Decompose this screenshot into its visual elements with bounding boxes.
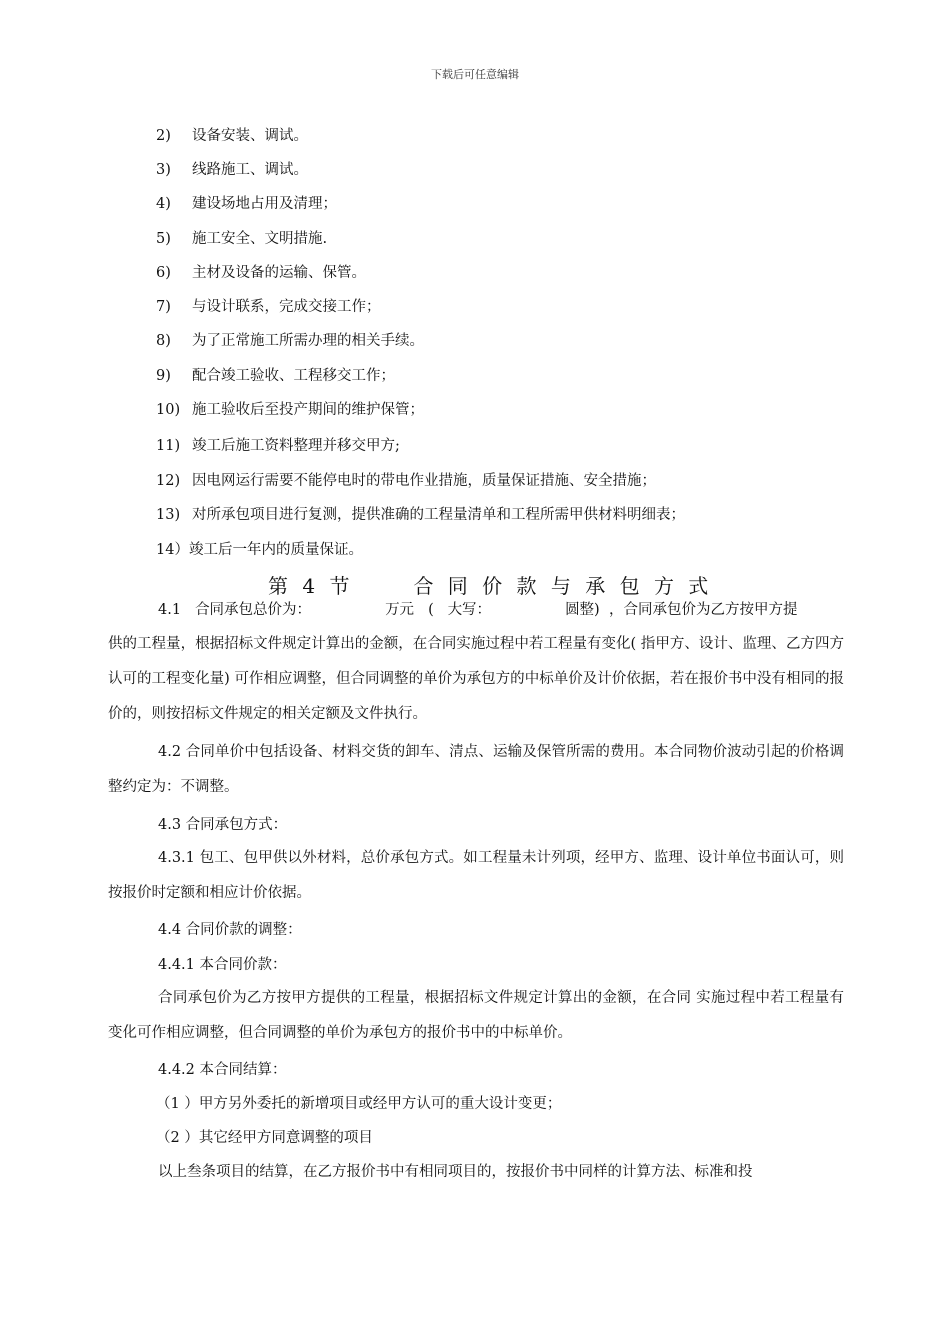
list-item — [156, 505, 685, 525]
clause-4-1-body: 供的工程量，根据招标文件规定计算出的金额，在合同实施过程中若工程量有变化( 指甲方、设计、监理、乙方四方认可的工程变化量) 可作相应调整，但合同调整的单价为承包方的中标单价及计价依据，若在报价书中没有相同的报价的，则按招标文件规定的相关定额及文件执行。 — [108, 636, 844, 722]
list-text: 竣工后施工资料整理并移交甲方; — [192, 438, 400, 454]
paren-open: ( — [428, 602, 434, 618]
section-title — [268, 570, 712, 599]
list-text: 对所承包项目进行复测，提供准确的工程量清单和工程所需甲供材料明细表； — [192, 507, 685, 523]
section-number: 第 4 节 — [268, 574, 354, 598]
clause-4-4: 4.4 合同价款的调整： — [158, 922, 302, 938]
capital-label: 大写： — [447, 602, 492, 618]
clause-4-4-1: 4.4.1 本合同价款： — [158, 957, 287, 973]
amount-suffix: 圆整) — [565, 602, 600, 618]
clause-text-tail: ，合同承包价为乙方按甲方提 — [608, 602, 798, 618]
section-heading: 合 同 价 款 与 承 包 方 式 — [413, 574, 713, 598]
list-item — [156, 194, 337, 214]
page-header: 下载后可任意编辑 — [431, 68, 519, 81]
list-item — [156, 540, 363, 560]
list-item — [156, 229, 327, 249]
list-item: （2 ）其它经甲方同意调整的项目 — [156, 1130, 373, 1146]
list-item — [156, 160, 308, 180]
list-number: 10) — [156, 402, 181, 418]
list-item — [156, 297, 381, 317]
list-text: 与设计联系，完成交接工作； — [192, 299, 381, 315]
list-item: （1 ）甲方另外委托的新增项目或经甲方认可的重大设计变更； — [156, 1096, 562, 1112]
clause-4-2: 4.2 合同单价中包括设备、材料交货的卸车、清点、运输及保管所需的费用。本合同物价波动引起的价格调整约定为：不调整。 — [108, 744, 844, 795]
list-item — [156, 126, 308, 146]
list-text: 因电网运行需要不能停电时的带电作业措施，质量保证措施、安全措施； — [192, 473, 656, 489]
list-item — [156, 436, 400, 456]
clause-text: 合同承包总价为： — [195, 602, 312, 618]
list-text: 主材及设备的运输、保管。 — [192, 265, 366, 281]
list-text: 设备安装、调试。 — [192, 128, 308, 144]
list-text: 线路施工、调试。 — [192, 162, 308, 178]
list-number: 14） — [156, 542, 189, 558]
list-number: 6) — [156, 265, 171, 281]
clause-number: 4.1 — [158, 602, 182, 618]
list-item — [156, 471, 656, 491]
list-number: 12) — [156, 473, 181, 489]
clause-4-3-1: 4.3.1 包工、包甲供以外材料，总价承包方式。如工程量未计列项，经甲方、监理、设计单位书面认可，则按报价时定额和相应计价依据。 — [108, 850, 844, 901]
clause-4-4-1-body: 合同承包价为乙方按甲方提供的工程量，根据招标文件规定计算出的金额，在合同 实施过程中若工程量有变化可作相应调整，但合同调整的单价为承包方的报价书中的中标单价。 — [108, 990, 844, 1041]
list-text: 为了正常施工所需办理的相关手续。 — [192, 333, 424, 349]
list-number: 5) — [156, 231, 171, 247]
list-text: 配合竣工验收、工程移交工作； — [192, 368, 395, 384]
clause-4-1-first-line — [158, 600, 797, 620]
clause-4-3: 4.3 合同承包方式： — [158, 817, 288, 833]
list-number: 4) — [156, 196, 171, 212]
closing-paragraph: 以上叁条项目的结算，在乙方报价书中有相同项目的，按报价书中同样的计算方法、标准和投 — [158, 1164, 753, 1180]
list-number: 7) — [156, 299, 171, 315]
list-text: 施工安全、文明措施. — [192, 231, 328, 247]
list-text: 竣工后一年内的质量保证。 — [188, 542, 363, 558]
list-number: 3) — [156, 162, 171, 178]
list-text: 建设场地占用及清理； — [192, 196, 337, 212]
list-item — [156, 400, 424, 420]
list-item — [156, 263, 366, 283]
clause-4-4-2: 4.4.2 本合同结算： — [158, 1062, 287, 1078]
list-number: 2) — [156, 128, 171, 144]
list-number: 13) — [156, 507, 181, 523]
amount-unit: 万元 — [385, 602, 415, 618]
list-item — [156, 331, 424, 351]
list-number: 9) — [156, 368, 171, 384]
list-text: 施工验收后至投产期间的维护保管； — [192, 402, 424, 418]
list-number: 11) — [156, 438, 181, 454]
list-item — [156, 366, 395, 386]
list-number: 8) — [156, 333, 171, 349]
